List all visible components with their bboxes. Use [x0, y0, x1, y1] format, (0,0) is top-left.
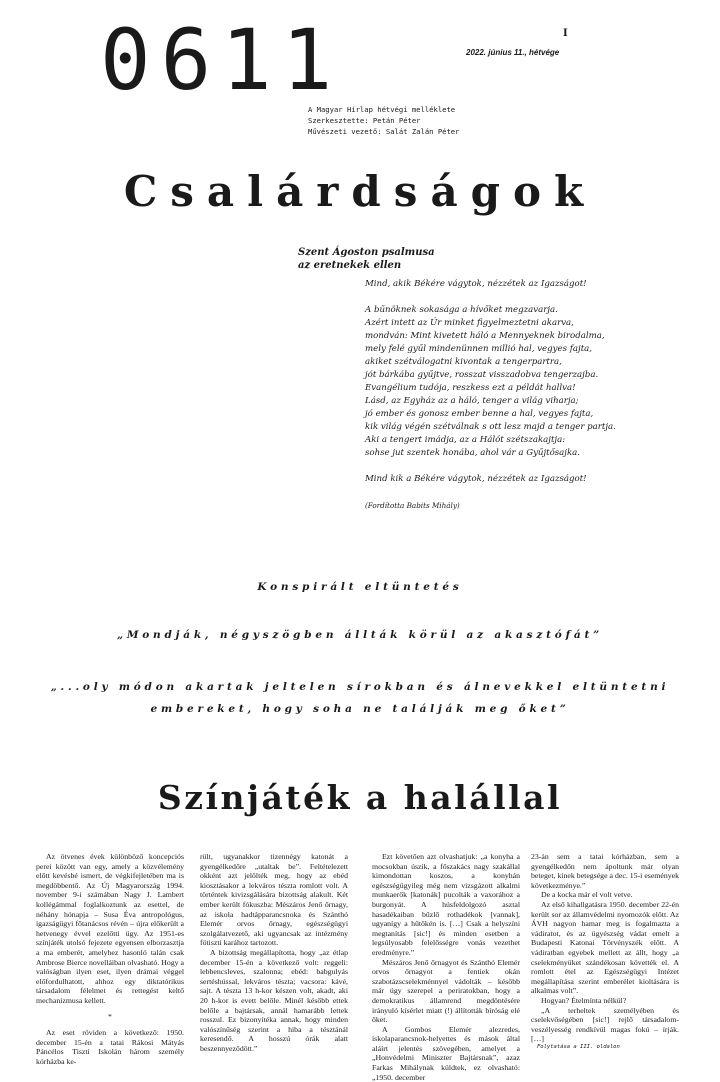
poem	[365, 278, 616, 512]
article-paragraph: „A terheltek személyében és cselekvőségében [sic!] rejlő társadalom-veszélyesség rendkívül magas fokú – írják. […]	[531, 1005, 679, 1044]
issue-date: 2022. június 11., hétvége	[466, 48, 560, 57]
poem-title-line: az eretnekek ellen	[298, 260, 402, 271]
poem-line: jó ember és gonosz ember benne a hal, vegyes fajta,	[365, 409, 594, 419]
poem-line: Azért intett az Úr minket figyelmeztetni akarva,	[365, 318, 574, 328]
poem-line: Mind, akik Békére vágytok, nézzétek az Igazságot!	[365, 279, 587, 289]
article-paragraph: A bizottság megállapította, hogy „az étlap december 15-én a következő volt: reggeli: lebbencsleves, szalonna; ebéd: babgulyás sertéshússal, lekváros tészta; vacsora: kávé, sajt. A tészta 13 h-kor készen volt, akadt, aki 20 h-kor is evett belőle. Minél később ettek belőle a bajtársak, annál hamarább lettek rosszul. Ez bizonyítéka annak, hogy minden valószínűség szerint a hiba a tésztánál keresendő. A hosszú órák alatt beszennyeződött.”	[200, 947, 348, 1053]
article-column-3	[372, 852, 520, 1082]
continuation-note[interactable]: Folytatása a III. oldalon	[537, 1044, 620, 1050]
credits	[308, 104, 459, 137]
article-paragraph: Az ötvenes évek különböző koncepciós perei között van egy, amely a közvélemény előtt kevésbé ismert, de végkifejletében ma is megdöbbentő. Az Új Magyarország 1994. november 9-i számában Nagy J. Lambert kollégámmal foglalkoztunk az esettel, de néhány hónapja – Susa Éva antropológus, igazságügyi főtanácsos révén – újra előkerült a hetvenegy évvel ezelőtti ügy. Az 1951-es színjáték utolsó fejezete egyensen elborzasztja a ma emberét, amelyhez hasonló talán csak Ambrose Bierce novelláiban olvasható. Hogy a valóságban ilyen eset, ilyen drámai véggel előfordulhatott, ahhoz egy diktatórikus társadalom félelmet és rettegést keltő mechanizmusa kellett.	[36, 852, 184, 1005]
poem-line: Evangélium tudója, reszkess ezt a példát hallva!	[365, 383, 576, 393]
credit-supplement: A Magyar Hírlap hétvégi melléklete	[308, 105, 456, 114]
article-column-4	[531, 852, 679, 1044]
section-break-star: *	[108, 1011, 112, 1021]
article-paragraph: 23-án sem a tatai kórházban, sem a gyengélkedőn nem ápoltunk már olyan beteget, kinek betegsége a dec. 15-i események következménye.”	[531, 852, 679, 890]
poem-line: sohse jut szentek honába, ahol vár a Gyűjtősajka.	[365, 448, 581, 458]
article-paragraph: Hogyan? Ételmínta nélkül?	[541, 995, 627, 1005]
article-paragraph: A Gombos Elemér alezredes, iskolaparancsnok-helyettes és mások által aláírt jelentés szövegében, amelyet a „Honvédelmi Miniszter Bajtársnak”, azaz Farkas Mihálynak küldtek, ez olvasható: „1950. december	[372, 1024, 520, 1082]
poem-line: kik világ végén szétválnak s ott lesz majd a tenger partja.	[365, 422, 616, 432]
article-column-1	[36, 852, 184, 1066]
poem-title	[298, 246, 435, 272]
credit-art-director: Művészeti vezető: Salát Zalán Péter	[308, 127, 460, 136]
subtitle-quote-1: „Mondják, négyszögben állták körül az akasztófát”	[116, 629, 603, 641]
poem-line: jót bárkába gyűjtve, rosszat visszadobva tengerzajba.	[365, 370, 599, 380]
article-paragraph: De a kocka már el volt vetve.	[541, 890, 633, 900]
poem-line: A bűnöknek sokasága a hívőket megzavarja.	[365, 305, 558, 315]
poem-line: akiket szétválogatni kivontak a tengerpartra,	[365, 357, 562, 367]
article-paragraph: Ezt követően azt olvashatjuk: „a konyha a mocsokban úszik, a főszakács nagy szakállal kimondottan koszos, a konyhán egészségügyileg még nem vizsgázott alkalmi munkaerők [katonák] pucolták a vaxorához a burgonyát. A húsfeldolgozó asztal hasadékaiban bűzlő rothadékok [vannak], ugyanígy a hűtőkén is. […] Csak a helyszíni megtanítás [sic!] és minden esetben a legsúlyosabb felelősségre vonás vezethet eredményre.”	[372, 852, 520, 957]
subtitle-quote-2	[0, 676, 720, 720]
subtitle-quote-2-line: embereket, hogy soha ne találják meg őket”	[150, 703, 570, 715]
poem-title-line: Szent Ágoston psalmusa	[298, 247, 435, 258]
article-paragraph: Az eset röviden a következő: 1950. december 15-én a tatai Rákosi Mátyás Páncélos Tiszti Iskolán három személy kórházba ke-	[36, 1028, 184, 1066]
article-paragraph: Az első kihallgatásra 1950. december 22-én került sor az államvédelmi nyomozók előtt. Az ÁVH nagyon hamar meg is fogalmazta a vádiratot, és az ügyészség vádat emelt a Budapesti Katonai Törvényszék előtt. A vádiratban egyebek mellett az állt, hogy „a cselekményüket szándékosan követték el. A romlott étel az Egészségügyi Intézet megállapítása szerint emberélet kioltására is alkalmas volt”.	[531, 899, 679, 996]
poem-line: Aki a tengert imádja, az a Hálót szétszakajtja:	[365, 435, 566, 445]
article-paragraph: Mészáros Jenő őrnagyot és Szánthó Elemér orvos őrnagyot a fentiek okán szabotázscselekménnyel vádolták – később már úgy szerepel a periratokban, hogy a demokratikus államrend megdöntésére irányuló kísérlet miatt (!) állították bíróság elé őket.	[372, 957, 520, 1025]
subtitle-konspiralt: Konspirált eltüntetés	[257, 581, 463, 593]
section-title-szinjatek: Színjáték a halállal	[157, 778, 563, 817]
poem-line: mely felé gyűl mindenünnen millió hal, vegyes fajta,	[365, 344, 593, 354]
poem-stanza	[365, 304, 616, 460]
poem-translator: (Fordította Babits Mihály)	[365, 501, 460, 510]
subtitle-quote-2-line: „...oly módon akartak jeltelen sírokban és álnevekkel eltüntetni	[50, 681, 670, 693]
article-paragraph: rült, ugyanakkor tizennégy katonát a gyengélkedőre „utaltak be”. Feltételezett okként azt jelölték meg, hogy az ebéd kiosztásakor a lekváros tészta romlott volt. A történtek kivizsgálására bizottság alakult. Két ember került fókuszba: Mészáros Jenő őrnagy, az iskola hadtápparancsnoka és Szánthó Elemér orvos őrnagy, egészségügyi szolgálatvezető, aki ugyancsak az intézmény fötiszti karához tartozott.	[200, 852, 348, 948]
issue-number: 0611	[100, 11, 343, 109]
poem-line: Lásd, az Egyház az a háló, tenger a világ viharja;	[365, 396, 579, 406]
credit-editor: Szerkesztette: Petán Péter	[308, 116, 421, 125]
poem-line: Mind kik a Békére vágytok, nézzétek az Igazságot!	[365, 474, 587, 484]
poem-line: mondván: Mint kivetett háló a Mennyeknek birodalma,	[365, 331, 605, 341]
article-column-2	[200, 852, 348, 1053]
poem-stanza	[365, 278, 616, 291]
section-title-csalardsagok: Csalárdságok	[123, 167, 597, 216]
poem-stanza	[365, 473, 616, 486]
page-number: I	[563, 28, 568, 39]
